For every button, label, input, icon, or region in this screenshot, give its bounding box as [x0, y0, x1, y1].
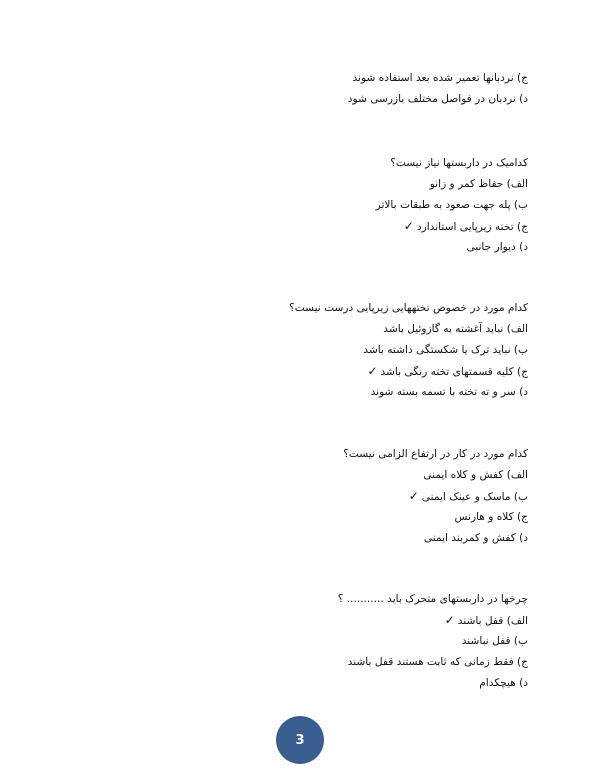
check-mark-icon: ✓ — [403, 219, 414, 233]
check-mark-icon: ✓ — [408, 489, 419, 503]
option-c: ج) نردبانها تعمیر شده بعد استفاده شوند — [352, 72, 528, 84]
question-block-4 — [48, 589, 528, 694]
option-d: د) سر و ته تخته با تسمه بسته شوند — [370, 386, 528, 398]
question-block-1 — [48, 153, 528, 258]
option-a: الف) قفل باشند✓ — [444, 613, 528, 627]
option-c: ج) فقط زمانی که ثابت هستند قفل باشند — [347, 656, 528, 668]
option-a: الف) کفش و کلاه ایمنی — [423, 469, 528, 481]
question-block-2 — [48, 298, 528, 403]
check-mark-icon: ✓ — [444, 613, 455, 627]
option-c: ج) کلاه و هارنس — [454, 511, 528, 523]
question-text: چرخها در داربستهای متحرک باید ........... ؟ — [337, 593, 528, 605]
option-c: ج) تخته زیرپایی استاندارد✓ — [403, 219, 528, 233]
option-b: ب) قفل نباشند — [461, 635, 528, 647]
option-b: ب) ماسک و عینک ایمنی✓ — [408, 489, 528, 503]
option-d: د) کفش و کمربند ایمنی — [423, 532, 528, 544]
option-a: الف) نباید آغشته به گازوئیل باشد — [383, 323, 528, 335]
partial-question-block — [48, 68, 528, 110]
option-b: ب) نباید ترک یا شکستگی داشته باشد — [363, 344, 528, 356]
question-block-3 — [48, 444, 528, 549]
question-text: کدام مورد در خصوص تختههایی زیرپایی درست نیست؟ — [289, 302, 528, 314]
option-d: د) دیوار جانبی — [466, 241, 528, 253]
option-d: د) هیچکدام — [479, 677, 528, 689]
page-number-badge: 3 — [276, 716, 324, 764]
question-text: کدام مورد در کار در ارتفاع الزامی نیست؟ — [343, 448, 528, 460]
check-mark-icon: ✓ — [367, 364, 378, 378]
option-d: د) نردبان در فواصل مختلف بازرسی شود — [347, 93, 528, 105]
question-text: کدامیک در داربستها نیاز نیست؟ — [390, 157, 528, 169]
option-a: الف) حفاظ کمر و زانو — [429, 178, 528, 190]
option-b: ب) پله جهت صعود به طبقات بالاتر — [375, 199, 528, 211]
option-c: ج) کلیه قسمتهای تخته رنگی باشد✓ — [367, 364, 528, 378]
